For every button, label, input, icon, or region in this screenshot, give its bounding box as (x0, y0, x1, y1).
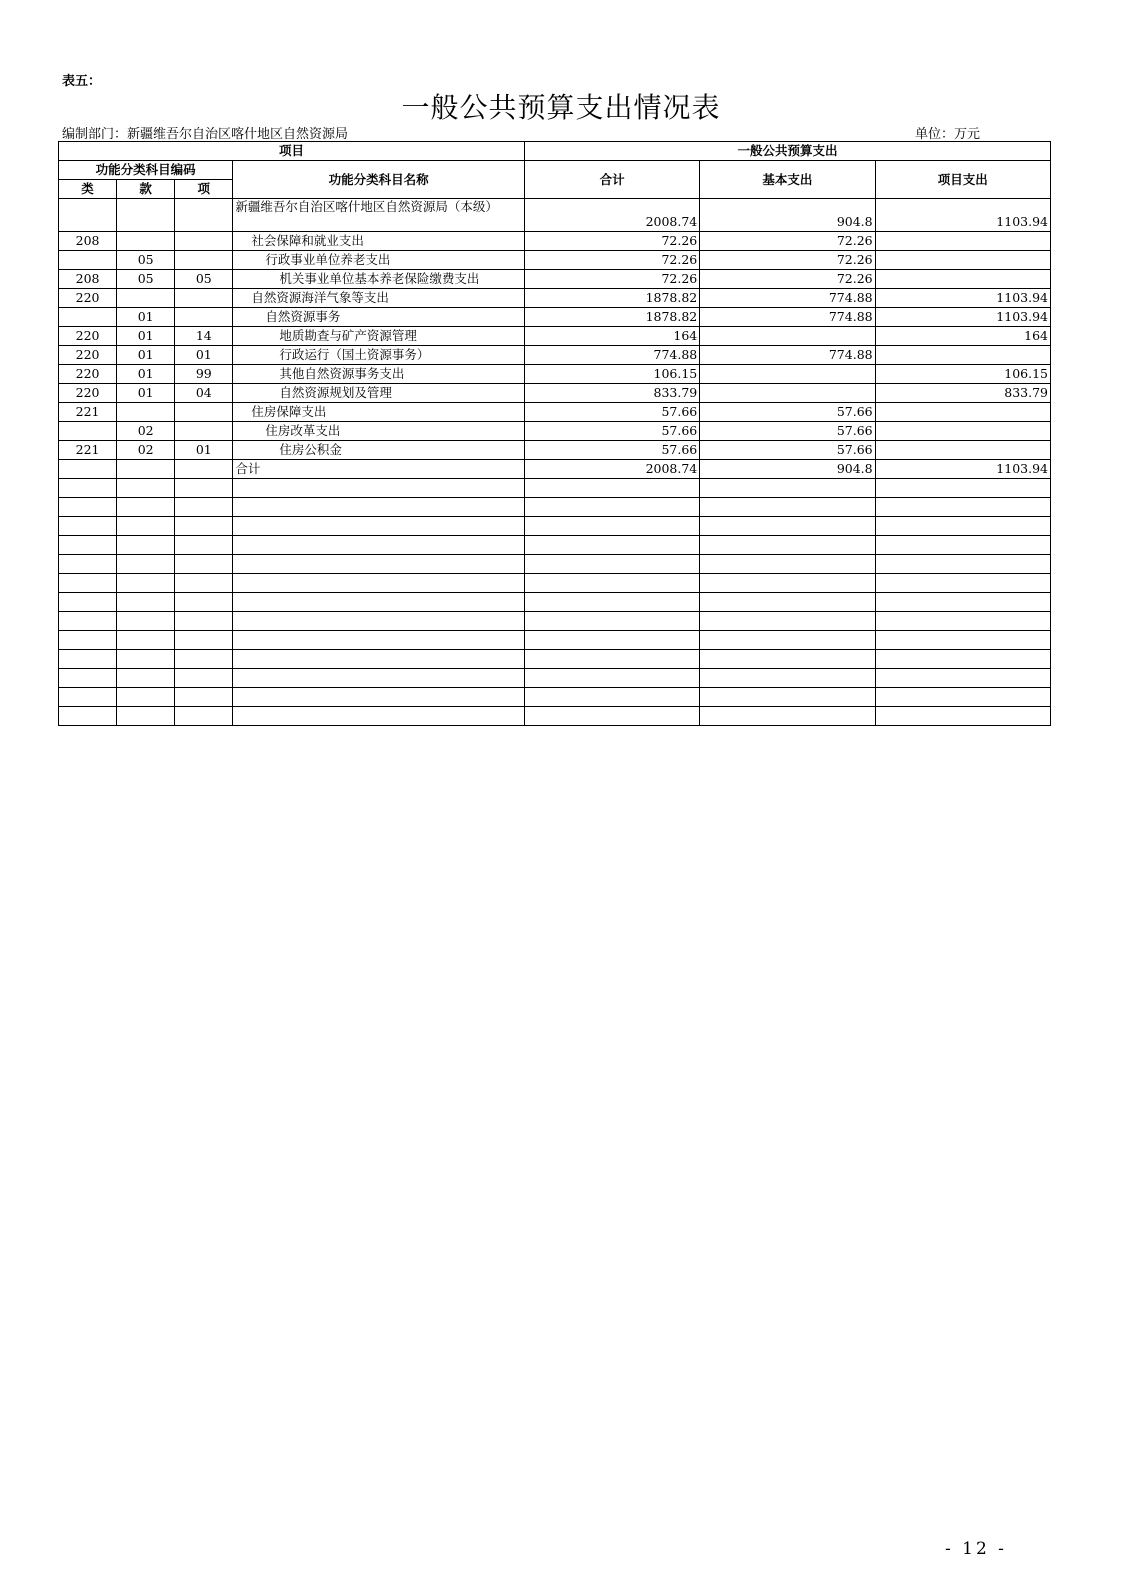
empty-cell (117, 593, 175, 612)
cell-project: 833.79 (875, 384, 1050, 403)
empty-cell (59, 536, 117, 555)
cell-kuan: 05 (117, 251, 175, 270)
cell-xiang (175, 460, 233, 479)
cell-xiang (175, 232, 233, 251)
cell-project: 1103.94 (875, 460, 1050, 479)
header-basic: 基本支出 (700, 161, 875, 199)
empty-cell (59, 707, 117, 726)
cell-total: 164 (524, 327, 699, 346)
table-row (59, 327, 1051, 346)
empty-cell (175, 593, 233, 612)
cell-basic (700, 384, 875, 403)
table-row (59, 403, 1051, 422)
cell-lei: 208 (59, 232, 117, 251)
cell-project: 1103.94 (875, 289, 1050, 308)
empty-cell (875, 517, 1050, 536)
empty-cell (524, 479, 699, 498)
empty-cell (700, 517, 875, 536)
cell-total: 57.66 (524, 441, 699, 460)
cell-basic: 904.8 (700, 460, 875, 479)
header-lei: 类 (59, 180, 117, 199)
cell-kuan (117, 232, 175, 251)
empty-cell (875, 479, 1050, 498)
cell-basic: 57.66 (700, 441, 875, 460)
header-budget-group: 一般公共预算支出 (524, 142, 1050, 161)
empty-cell (117, 479, 175, 498)
header-kuan: 款 (117, 180, 175, 199)
cell-total: 774.88 (524, 346, 699, 365)
empty-cell (524, 555, 699, 574)
empty-cell (233, 555, 525, 574)
cell-kuan (117, 289, 175, 308)
cell-xiang (175, 251, 233, 270)
cell-project (875, 422, 1050, 441)
header-total: 合计 (524, 161, 699, 199)
cell-basic: 774.88 (700, 308, 875, 327)
cell-name: 社会保障和就业支出 (233, 232, 525, 251)
table-label: 表五： (62, 74, 102, 89)
cell-total: 833.79 (524, 384, 699, 403)
table-row (59, 384, 1051, 403)
cell-project: 164 (875, 327, 1050, 346)
empty-cell (233, 669, 525, 688)
cell-total: 2008.74 (524, 460, 699, 479)
empty-cell (700, 669, 875, 688)
empty-cell (524, 612, 699, 631)
table-row (59, 346, 1051, 365)
cell-xiang (175, 308, 233, 327)
cell-name: 地质勘查与矿产资源管理 (233, 327, 525, 346)
empty-cell (875, 688, 1050, 707)
cell-lei: 220 (59, 365, 117, 384)
cell-project (875, 346, 1050, 365)
empty-cell (117, 574, 175, 593)
empty-cell (59, 631, 117, 650)
empty-cell (175, 669, 233, 688)
empty-cell (233, 498, 525, 517)
empty-cell (175, 479, 233, 498)
empty-cell (233, 707, 525, 726)
empty-cell (175, 612, 233, 631)
header-name: 功能分类科目名称 (233, 161, 525, 199)
cell-project (875, 232, 1050, 251)
cell-kuan (117, 403, 175, 422)
empty-row (59, 688, 1051, 707)
empty-cell (233, 631, 525, 650)
cell-name: 住房公积金 (233, 441, 525, 460)
empty-cell (117, 688, 175, 707)
page-title: 一般公共预算支出情况表 (401, 91, 721, 124)
cell-basic (700, 365, 875, 384)
empty-cell (59, 612, 117, 631)
empty-row (59, 555, 1051, 574)
empty-cell (59, 479, 117, 498)
empty-cell (524, 517, 699, 536)
table-row (59, 441, 1051, 460)
cell-lei: 220 (59, 346, 117, 365)
header-xiang: 项 (175, 180, 233, 199)
empty-cell (875, 631, 1050, 650)
empty-cell (59, 555, 117, 574)
cell-name: 自然资源海洋气象等支出 (233, 289, 525, 308)
cell-basic: 774.88 (700, 346, 875, 365)
header-project: 项目 (59, 142, 525, 161)
empty-cell (175, 517, 233, 536)
cell-project: 1103.94 (875, 199, 1050, 232)
empty-cell (700, 555, 875, 574)
table-row (59, 270, 1051, 289)
cell-project (875, 403, 1050, 422)
cell-xiang (175, 289, 233, 308)
table-row (59, 232, 1051, 251)
empty-row (59, 517, 1051, 536)
cell-total: 72.26 (524, 232, 699, 251)
cell-kuan (117, 460, 175, 479)
empty-cell (59, 498, 117, 517)
table-row (59, 199, 1051, 232)
page-number: - 12 - (945, 1539, 1007, 1559)
cell-project: 1103.94 (875, 308, 1050, 327)
cell-name: 住房改革支出 (233, 422, 525, 441)
empty-cell (875, 555, 1050, 574)
cell-basic: 57.66 (700, 422, 875, 441)
cell-basic (700, 327, 875, 346)
empty-cell (875, 574, 1050, 593)
empty-cell (700, 498, 875, 517)
table-row (59, 289, 1051, 308)
empty-cell (233, 479, 525, 498)
empty-cell (875, 593, 1050, 612)
table-row (59, 308, 1051, 327)
cell-total: 1878.82 (524, 308, 699, 327)
empty-cell (117, 517, 175, 536)
cell-name: 机关事业单位基本养老保险缴费支出 (233, 270, 525, 289)
cell-xiang: 14 (175, 327, 233, 346)
cell-total: 72.26 (524, 251, 699, 270)
budget-table (58, 141, 1051, 726)
cell-total: 57.66 (524, 403, 699, 422)
cell-xiang: 04 (175, 384, 233, 403)
cell-name: 行政事业单位养老支出 (233, 251, 525, 270)
empty-cell (233, 536, 525, 555)
cell-kuan: 01 (117, 308, 175, 327)
cell-basic: 72.26 (700, 232, 875, 251)
header-code-group: 功能分类科目编码 (59, 161, 233, 180)
empty-cell (700, 631, 875, 650)
empty-row (59, 479, 1051, 498)
cell-total: 57.66 (524, 422, 699, 441)
cell-project (875, 251, 1050, 270)
empty-cell (700, 688, 875, 707)
empty-cell (524, 650, 699, 669)
empty-cell (700, 574, 875, 593)
cell-lei: 220 (59, 384, 117, 403)
empty-row (59, 536, 1051, 555)
empty-row (59, 650, 1051, 669)
cell-xiang: 05 (175, 270, 233, 289)
cell-project: 106.15 (875, 365, 1050, 384)
cell-total: 2008.74 (524, 199, 699, 232)
cell-name: 合计 (233, 460, 525, 479)
empty-cell (875, 707, 1050, 726)
empty-cell (875, 536, 1050, 555)
cell-xiang: 99 (175, 365, 233, 384)
empty-cell (875, 498, 1050, 517)
empty-cell (117, 669, 175, 688)
cell-kuan: 01 (117, 384, 175, 403)
cell-project (875, 441, 1050, 460)
empty-cell (524, 669, 699, 688)
cell-basic: 72.26 (700, 270, 875, 289)
cell-xiang: 01 (175, 346, 233, 365)
cell-lei (59, 251, 117, 270)
cell-xiang: 01 (175, 441, 233, 460)
empty-cell (875, 669, 1050, 688)
cell-basic: 57.66 (700, 403, 875, 422)
empty-cell (59, 517, 117, 536)
empty-row (59, 707, 1051, 726)
cell-kuan: 01 (117, 365, 175, 384)
empty-cell (524, 631, 699, 650)
empty-cell (59, 650, 117, 669)
empty-cell (233, 517, 525, 536)
empty-cell (700, 593, 875, 612)
empty-cell (700, 536, 875, 555)
empty-cell (700, 612, 875, 631)
empty-cell (117, 650, 175, 669)
cell-lei (59, 422, 117, 441)
cell-kuan: 02 (117, 441, 175, 460)
cell-basic: 774.88 (700, 289, 875, 308)
cell-lei: 221 (59, 403, 117, 422)
empty-cell (175, 688, 233, 707)
empty-cell (117, 612, 175, 631)
cell-kuan (117, 199, 175, 232)
empty-cell (117, 631, 175, 650)
total-row (59, 460, 1051, 479)
empty-cell (700, 479, 875, 498)
department-label: 编制部门：新疆维吾尔自治区喀什地区自然资源局 (62, 127, 349, 142)
empty-cell (59, 593, 117, 612)
empty-cell (175, 707, 233, 726)
empty-cell (175, 574, 233, 593)
empty-cell (700, 707, 875, 726)
cell-name: 其他自然资源事务支出 (233, 365, 525, 384)
empty-cell (175, 650, 233, 669)
cell-lei: 221 (59, 441, 117, 460)
table-row (59, 422, 1051, 441)
empty-cell (117, 498, 175, 517)
empty-cell (875, 650, 1050, 669)
cell-name: 行政运行（国土资源事务） (233, 346, 525, 365)
empty-cell (524, 593, 699, 612)
empty-cell (524, 498, 699, 517)
empty-row (59, 593, 1051, 612)
empty-cell (233, 574, 525, 593)
empty-cell (875, 612, 1050, 631)
header-project-exp: 项目支出 (875, 161, 1050, 199)
empty-cell (175, 631, 233, 650)
table-row (59, 251, 1051, 270)
empty-cell (233, 593, 525, 612)
cell-basic: 72.26 (700, 251, 875, 270)
cell-lei: 220 (59, 289, 117, 308)
empty-cell (59, 574, 117, 593)
empty-cell (59, 688, 117, 707)
empty-cell (524, 536, 699, 555)
empty-cell (524, 574, 699, 593)
empty-cell (175, 536, 233, 555)
empty-cell (700, 650, 875, 669)
empty-row (59, 612, 1051, 631)
empty-cell (233, 612, 525, 631)
cell-name: 新疆维吾尔自治区喀什地区自然资源局（本级） (233, 199, 525, 232)
cell-kuan: 01 (117, 346, 175, 365)
cell-kuan: 01 (117, 327, 175, 346)
cell-kuan: 02 (117, 422, 175, 441)
cell-lei: 208 (59, 270, 117, 289)
cell-total: 1878.82 (524, 289, 699, 308)
empty-row (59, 498, 1051, 517)
cell-project (875, 270, 1050, 289)
empty-cell (117, 707, 175, 726)
empty-cell (524, 707, 699, 726)
cell-name: 自然资源事务 (233, 308, 525, 327)
cell-xiang (175, 199, 233, 232)
blank-rows (59, 479, 1051, 726)
cell-total: 72.26 (524, 270, 699, 289)
cell-name: 住房保障支出 (233, 403, 525, 422)
cell-name: 自然资源规划及管理 (233, 384, 525, 403)
unit-label: 单位：万元 (915, 127, 981, 142)
cell-total: 106.15 (524, 365, 699, 384)
cell-lei (59, 199, 117, 232)
empty-cell (233, 650, 525, 669)
empty-row (59, 631, 1051, 650)
empty-cell (233, 688, 525, 707)
cell-basic: 904.8 (700, 199, 875, 232)
cell-kuan: 05 (117, 270, 175, 289)
empty-cell (117, 536, 175, 555)
empty-cell (175, 555, 233, 574)
empty-cell (175, 498, 233, 517)
cell-lei: 220 (59, 327, 117, 346)
cell-xiang (175, 403, 233, 422)
empty-row (59, 669, 1051, 688)
cell-lei (59, 460, 117, 479)
empty-row (59, 574, 1051, 593)
cell-lei (59, 308, 117, 327)
table-row (59, 365, 1051, 384)
empty-cell (117, 555, 175, 574)
cell-xiang (175, 422, 233, 441)
empty-cell (524, 688, 699, 707)
empty-cell (59, 669, 117, 688)
